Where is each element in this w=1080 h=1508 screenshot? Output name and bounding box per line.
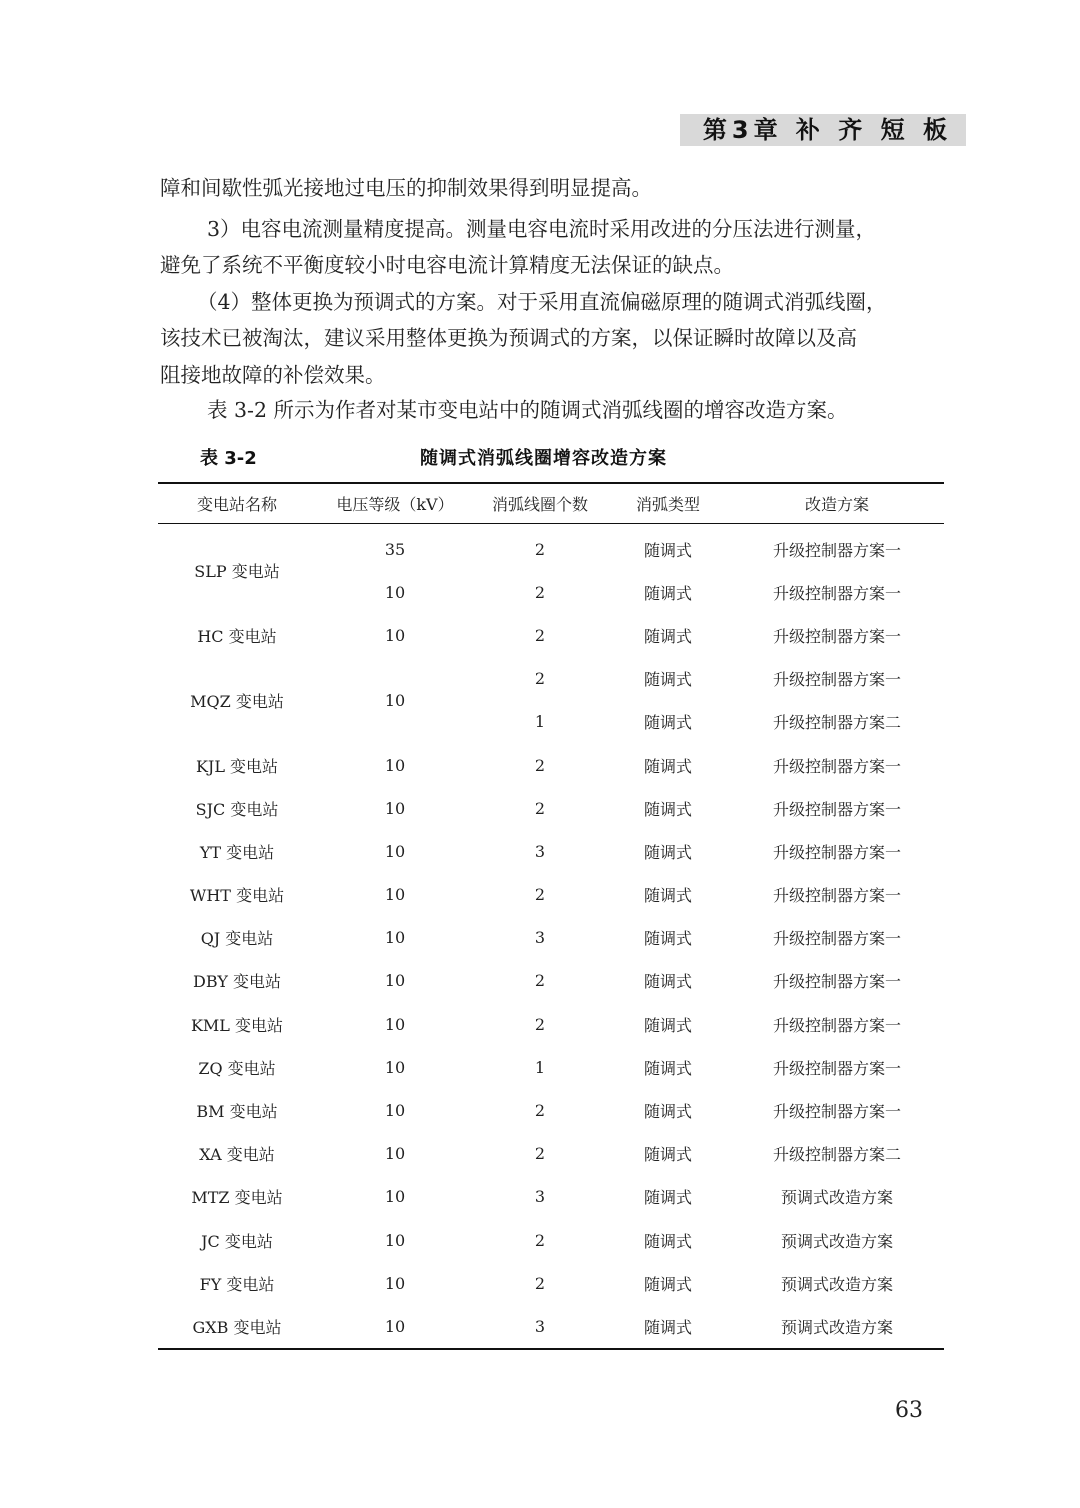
header-renovation-plan: 改造方案 bbox=[730, 483, 944, 523]
plan-cell: 升级控制器方案一 bbox=[772, 583, 901, 603]
voltage-cell: 10 bbox=[384, 841, 406, 861]
plan-cell: 升级控制器方案一 bbox=[772, 886, 901, 906]
voltage-cell: 10 bbox=[384, 1144, 406, 1164]
voltage-cell: 10 bbox=[316, 1305, 474, 1349]
voltage-cell: 10 bbox=[384, 1273, 406, 1293]
station-name-cell: QJ 变电站 bbox=[200, 929, 274, 949]
arc-type-cell: 随调式 bbox=[643, 1274, 692, 1294]
plan-cell: 升级控制器方案一 bbox=[772, 1058, 901, 1078]
table-row bbox=[158, 1305, 944, 1349]
voltage-cell: 10 bbox=[384, 971, 406, 991]
station-name-cell: YT 变电站 bbox=[199, 842, 275, 862]
station-name-cell: HC 变电站 bbox=[197, 626, 277, 646]
arc-type-cell: 随调式 bbox=[643, 842, 692, 862]
table-row bbox=[158, 1262, 944, 1305]
plan-cell: 升级控制器方案一 bbox=[772, 756, 901, 776]
arc-type-cell: 随调式 bbox=[643, 540, 692, 560]
station-name-cell: KJL 变电站 bbox=[195, 756, 279, 776]
arc-type-cell: 随调式 bbox=[643, 799, 692, 819]
voltage-cell: 10 bbox=[384, 690, 406, 710]
table-row bbox=[158, 657, 944, 700]
table-row bbox=[158, 916, 944, 959]
chapter-title: 第3章 补 齐 短 板 bbox=[702, 116, 952, 144]
arc-type-cell: 随调式 bbox=[643, 1102, 692, 1122]
paragraph-line-7: 表 3-2 所示为作者对某市变电站中的随调式消弧线圈的增容改造方案。 bbox=[207, 398, 848, 422]
voltage-cell: 10 bbox=[384, 1230, 406, 1250]
coil-count-cell: 3 bbox=[534, 1187, 546, 1207]
table-row bbox=[158, 1089, 944, 1132]
plan-cell: 升级控制器方案一 bbox=[772, 540, 901, 560]
plan-cell: 升级控制器方案一 bbox=[772, 1015, 901, 1035]
table-caption-title: 随调式消弧线圈增容改造方案 bbox=[420, 448, 667, 469]
plan-cell: 升级控制器方案一 bbox=[772, 842, 901, 862]
arc-type-cell: 随调式 bbox=[606, 1305, 730, 1349]
paragraph-line-4: （4）整体更换为预调式的方案。对于采用直流偏磁原理的随调式消弧线圈， bbox=[197, 290, 887, 314]
station-name-cell: FY 变电站 bbox=[199, 1274, 275, 1294]
station-name-cell: DBY 变电站 bbox=[193, 972, 281, 992]
voltage-cell: 10 bbox=[384, 1014, 406, 1034]
arc-type-cell: 随调式 bbox=[643, 583, 692, 603]
coil-count-cell: 1 bbox=[534, 1057, 546, 1077]
coil-count-cell: 2 bbox=[534, 1101, 546, 1121]
arc-type-cell: 随调式 bbox=[643, 929, 692, 949]
plan-cell: 预调式改造方案 bbox=[780, 1188, 893, 1208]
coil-count-cell: 1 bbox=[534, 712, 546, 732]
paragraph-line-5: 该技术已被淘汰，建议采用整体更换为预调式的方案，以保证瞬时故障以及高 bbox=[160, 326, 857, 350]
table-row bbox=[158, 873, 944, 916]
plan-cell: 升级控制器方案二 bbox=[772, 713, 901, 733]
station-name-cell: MQZ 变电站 bbox=[190, 691, 284, 711]
table-row bbox=[158, 614, 944, 657]
station-name-cell: BM 变电站 bbox=[196, 1102, 278, 1122]
coil-count-cell: 3 bbox=[474, 1305, 606, 1349]
page-number: 63 bbox=[895, 1398, 923, 1423]
voltage-cell: 35 bbox=[384, 539, 406, 559]
table-row bbox=[158, 743, 944, 786]
station-name-cell: XA 变电站 bbox=[199, 1145, 275, 1165]
station-name-cell: KML 变电站 bbox=[190, 1015, 284, 1035]
coil-count-cell: 2 bbox=[534, 1273, 546, 1293]
header-arc-type: 消弧类型 bbox=[606, 483, 730, 523]
plan-cell: 升级控制器方案二 bbox=[772, 1145, 901, 1165]
table-row bbox=[158, 1003, 944, 1046]
arc-type-cell: 随调式 bbox=[643, 1188, 692, 1208]
arc-type-cell: 随调式 bbox=[643, 886, 692, 906]
plan-cell: 预调式改造方案 bbox=[780, 1231, 893, 1251]
paragraph-line-2: 3）电容电流测量精度提高。测量电容电流时采用改进的分压法进行测量， bbox=[207, 217, 877, 241]
voltage-cell: 10 bbox=[384, 1057, 406, 1077]
coil-count-cell: 2 bbox=[534, 582, 546, 602]
header-voltage-level: 电压等级（kV） bbox=[316, 483, 474, 523]
station-name-cell: ZQ 变电站 bbox=[198, 1058, 276, 1078]
station-name-cell: SLP 变电站 bbox=[194, 562, 280, 582]
arc-type-cell: 随调式 bbox=[643, 972, 692, 992]
plan-cell: 升级控制器方案一 bbox=[772, 799, 901, 819]
voltage-cell: 10 bbox=[384, 1187, 406, 1207]
chapter-header-bar bbox=[680, 114, 966, 146]
table-row bbox=[158, 830, 944, 873]
table-row bbox=[158, 1132, 944, 1175]
paragraph-line-6: 阻接地故障的补偿效果。 bbox=[160, 363, 386, 387]
arc-type-cell: 随调式 bbox=[643, 1015, 692, 1035]
table-header-row bbox=[158, 483, 944, 523]
coil-count-cell: 2 bbox=[534, 1230, 546, 1250]
table-row bbox=[158, 959, 944, 1002]
coil-count-cell: 2 bbox=[534, 798, 546, 818]
renovation-plan-table bbox=[158, 482, 944, 1350]
paragraph-line-1: 障和间歇性弧光接地过电压的抑制效果得到明显提高。 bbox=[160, 176, 652, 200]
table-caption-number: 表 3-2 bbox=[200, 448, 257, 469]
coil-count-cell: 2 bbox=[534, 971, 546, 991]
plan-cell: 升级控制器方案一 bbox=[772, 626, 901, 646]
coil-count-cell: 2 bbox=[534, 755, 546, 775]
arc-type-cell: 随调式 bbox=[643, 626, 692, 646]
paragraph-line-3: 避免了系统不平衡度较小时电容电流计算精度无法保证的缺点。 bbox=[160, 253, 734, 277]
arc-type-cell: 随调式 bbox=[643, 670, 692, 690]
voltage-cell: 10 bbox=[384, 798, 406, 818]
plan-cell: 升级控制器方案一 bbox=[772, 1102, 901, 1122]
table-row bbox=[158, 1175, 944, 1218]
header-coil-count: 消弧线圈个数 bbox=[474, 483, 606, 523]
voltage-cell: 10 bbox=[384, 755, 406, 775]
coil-count-cell: 2 bbox=[534, 625, 546, 645]
header-station-name: 变电站名称 bbox=[158, 483, 316, 523]
voltage-cell: 10 bbox=[384, 625, 406, 645]
voltage-cell: 10 bbox=[384, 928, 406, 948]
plan-cell: 升级控制器方案一 bbox=[772, 670, 901, 690]
coil-count-cell: 2 bbox=[534, 1144, 546, 1164]
coil-count-cell: 2 bbox=[534, 1014, 546, 1034]
coil-count-cell: 2 bbox=[534, 669, 546, 689]
table-row bbox=[158, 1046, 944, 1089]
plan-cell: 升级控制器方案一 bbox=[772, 972, 901, 992]
station-name-cell: JC 变电站 bbox=[201, 1231, 273, 1251]
voltage-cell: 10 bbox=[384, 885, 406, 905]
arc-type-cell: 随调式 bbox=[643, 1058, 692, 1078]
coil-count-cell: 2 bbox=[534, 539, 546, 559]
table-row bbox=[158, 787, 944, 830]
voltage-cell: 10 bbox=[384, 1101, 406, 1121]
plan-cell: 预调式改造方案 bbox=[780, 1274, 893, 1294]
station-name-cell: SJC 变电站 bbox=[195, 799, 279, 819]
voltage-cell: 10 bbox=[384, 582, 406, 602]
coil-count-cell: 3 bbox=[534, 928, 546, 948]
coil-count-cell: 2 bbox=[534, 885, 546, 905]
arc-type-cell: 随调式 bbox=[643, 1145, 692, 1165]
plan-cell: 预调式改造方案 bbox=[730, 1305, 944, 1349]
station-name-cell: WHT 变电站 bbox=[189, 886, 285, 906]
coil-count-cell: 3 bbox=[534, 841, 546, 861]
plan-cell: 升级控制器方案一 bbox=[772, 929, 901, 949]
table-row bbox=[158, 1219, 944, 1262]
station-name-cell: GXB 变电站 bbox=[158, 1305, 316, 1349]
arc-type-cell: 随调式 bbox=[643, 1231, 692, 1251]
table-row bbox=[158, 523, 944, 571]
arc-type-cell: 随调式 bbox=[643, 713, 692, 733]
station-name-cell: MTZ 变电站 bbox=[191, 1188, 283, 1208]
arc-type-cell: 随调式 bbox=[643, 756, 692, 776]
